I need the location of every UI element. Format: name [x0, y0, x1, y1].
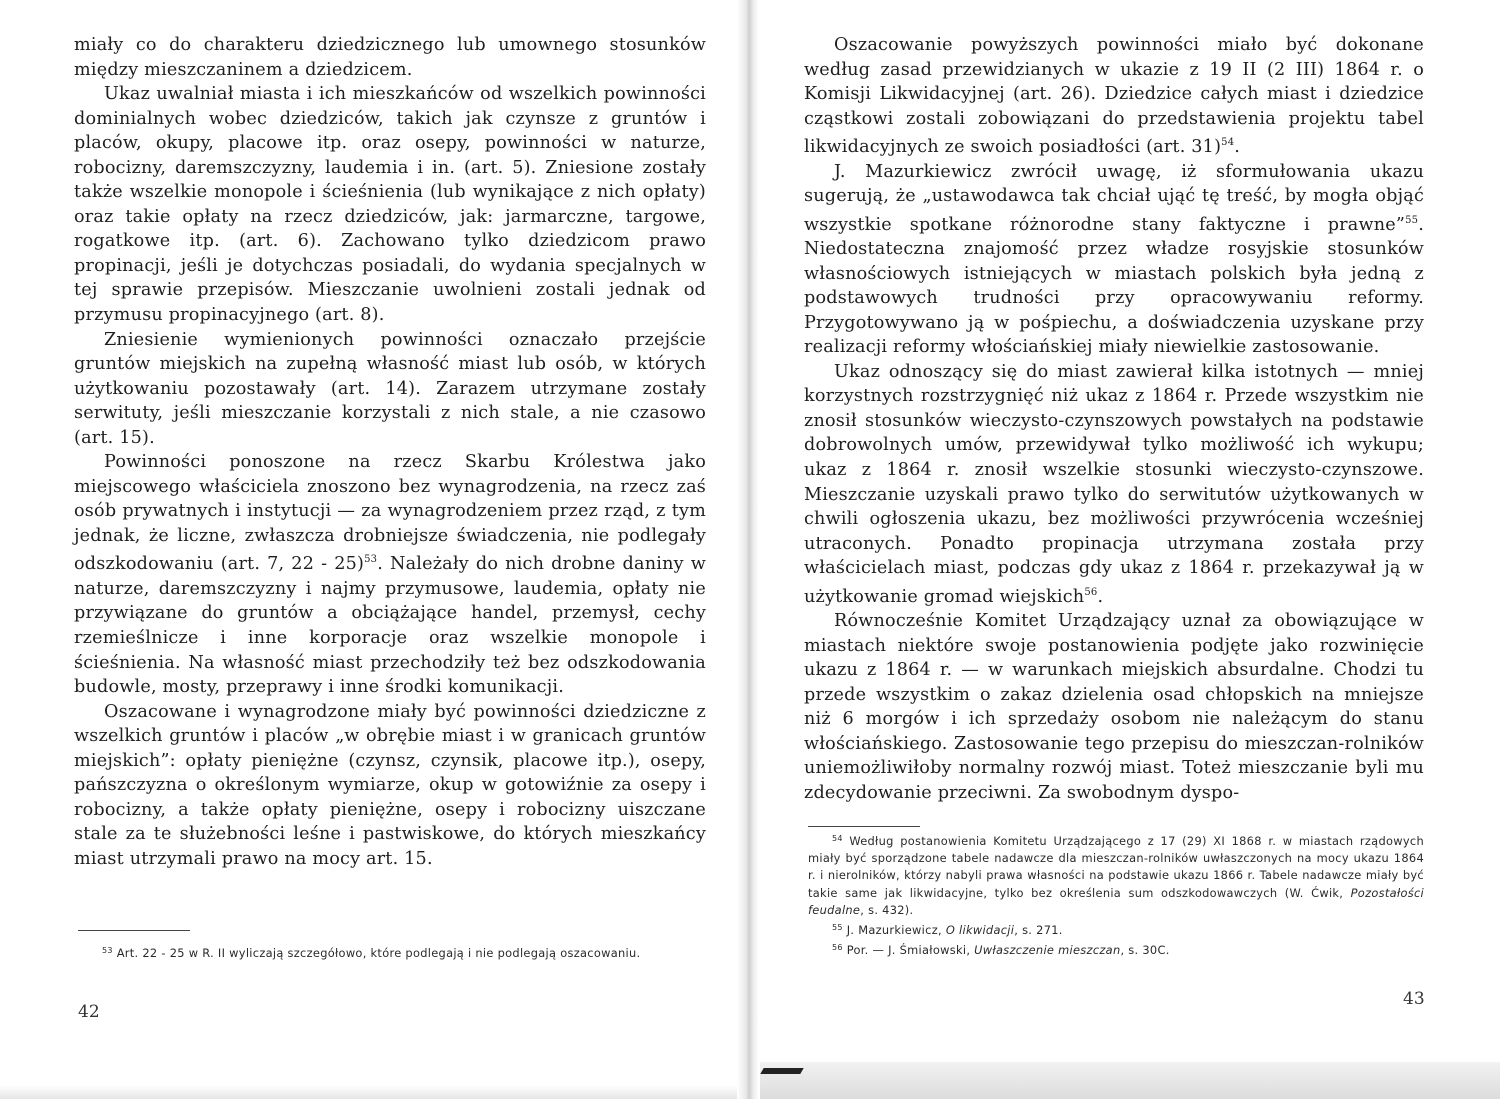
paragraph [804, 360, 1424, 609]
paragraph-text: . Należały do nich drobne daniny w naturze, daremszczyzny i najmy przymusowe, laudemia, opłaty nie przywiązane do gruntów a obciążające handel, przemysł, cechy rzemieślnicze i inne korporacje oraz wszelkie monopole i ścieśnienia. Na własność miast przechodziły też bez odszkodowania budowle, mosty, przeprawy i inne środki komunikacji. [74, 554, 706, 698]
footnote-text: Art. 22 - 25 w R. II wyliczają szczegółowo, które podlegają i nie podlegają oszacowaniu. [116, 946, 641, 960]
paragraph-text: Oszacowanie powyższych powinności miało być dokonane według zasad przewidzianych w ukazie z 19 II (2 III) 1864 r. o Komisji Likwidacyjnej (art. 26). Dziedzice całych miast i dziedzice cząstkowi zostali zobowiązani do przedstawienia projektu tabel likwidacyjnych ze swoich posiadłości (art. 31) [804, 35, 1424, 158]
footnote-text: , s. 432). [860, 902, 914, 917]
footnote-mark: 56 [832, 943, 843, 953]
paragraph-text: Ukaz odnoszący się do miast zawierał kilka istotnych — mniej korzystnych rozstrzygnięć niż ukaz z 1864 r. Przede wszystkim nie znosił stosunków wieczysto-czynszowych powstałych na podstawie dobrowolnych umów, przewidywał tylko możliwość ich wykupu; ukaz z 1864 r. znosił wszelkie stosunki wieczysto-czynszowe. Mieszczanie uzyskali prawo tylko do serwitutów użytkowanych w chwili ogłoszenia ukazu, bez możliwości przywrócenia wcześniej utraconych. Ponadto propinacja utrzymana została przy właścicielach miast, podczas gdy ukaz z 1864 r. przekazywał ją w użytkowanie gromad wiejskich [804, 361, 1424, 607]
footnote-mark: 54 [832, 834, 843, 843]
paragraph [74, 33, 706, 82]
paragraph [74, 328, 706, 451]
paragraph-text: . [1097, 586, 1104, 607]
paragraph [804, 33, 1424, 160]
paragraph-text: Równocześnie Komitet Urządzający uznał za obowiązujące w miastach niektóre swoje postanowienia podjęte jako rozwinięcie ukazu z 1864 r. — w warunkach miejskich absurdalne. Chodzi tu przede wszystkim o zakaz dzielenia osad chłopskich na mniejsze niż 6 morgów i ich sprzedaży osobom nie należącym do stanu włościańskiego. Zastosowanie tego przepisu do mieszczan-rolników uniemożliwiłoby normalny rozwój miast. Toteż mieszczanie byli mu zdecydowanie przeciwni. Za swobodnym dyspo- [804, 611, 1424, 803]
footnote-text: Według postanowienia Komitetu Urządzającego z 17 (29) XI 1868 r. w miastach rządowych miały być sporządzone tabele nadawcze dla mieszczan-rolników uwłaszczonych na mocy ukazu 1864 r. i nierolników, którzy nabyli prawa własności na podstawie ukazu 1866 r. Tabele nadawcze miały być takie same jak likwidacyjne, tylko bez określenia sum odszkodowawczych (W. Ćwik, [808, 834, 1424, 900]
footnote-mark: 55 [832, 923, 843, 933]
right-footnotes [808, 830, 1424, 959]
left-footnotes [78, 942, 706, 962]
footnote [78, 942, 706, 962]
left-page-body [74, 33, 706, 871]
paragraph-text: miały co do charakteru dziedzicznego lub umownego stosunków między mieszczaninem a dziedzicem. [74, 35, 706, 80]
paragraph-text: Oszacowane i wynagrodzone miały być powinności dziedziczne z wszelkich gruntów i placów „w obrębie miast i w granicach gruntów miejskich”: opłaty pieniężne (czynsz, czynsik, placowe itp.), osepy, pańszczyzna o określonym wymiarze, okup w gotowiźnie za osepy i robocizny, a także opłaty pieniężne, osepy i robocizny uiszczane stale za te służebności leśne i pastwiskowe, do których mieszkańcy miast utrzymali prawo na mocy art. 15. [74, 701, 706, 869]
footnote-text: J. Mazurkiewicz, [846, 923, 946, 938]
footnote-ref[interactable]: 55 [1405, 214, 1419, 226]
paragraph-text: . Niedostateczna znajomość przez władze rosyjskie stosunków własnościowych istniejących w miastach polskich była jedną z podstawowych trudności przy opracowywaniu reformy. Przygotowywano ją w pośpiechu, a doświadczenia uzyskane przy realizacji reformy włościańskiej miały niewielkie zastosowanie. [804, 214, 1424, 358]
footnote-title: Uwłaszczenie mieszczan [974, 943, 1121, 958]
footnote [808, 919, 1424, 939]
paragraph-text: Ukaz uwalniał miasta i ich mieszkańców od wszelkich powinności dominialnych wobec dziedziców, takich jak czynsze z gruntów i placów, okupy, placowe itp. oraz osepy, powinności w naturze, robocizny, daremszczyzny, laudemia i in. (art. 5). Zniesione zostały także wszelkie monopole i ścieśnienia (lub wynikające z nich opłaty) oraz takie opłaty na rzecz dziedziców, jak: jarmarczne, targowe, rogatkowe itp. (art. 6). Zachowano tylko dziedzicom prawo propinacji, jeśli je dotychczas posiadali, do wydania specjalnych w tej sprawie przepisów. Mieszczanie uwolnieni zostali jednak od przymusu propinacyjnego (art. 8). [74, 84, 706, 326]
footnote-title: O likwidacji [945, 923, 1015, 938]
footnote-ref[interactable]: 54 [1221, 137, 1235, 149]
paragraph-text: J. Mazurkiewicz zwrócił uwagę, iż sformułowania ukazu sugerują, że „ustawodawca tak chciał ująć tę treść, by mogła objąć wszystkie spotkane różnorodne stany faktyczne i prawne” [804, 161, 1424, 235]
footnote [808, 939, 1424, 959]
footnote-title: Pozostałości feudalne [808, 885, 1424, 917]
footnote-text: , s. 30C. [1120, 943, 1170, 958]
paragraph-text: . [1234, 137, 1241, 158]
footnote [808, 830, 1424, 919]
footnote-ref[interactable]: 53 [364, 554, 378, 566]
paragraph [804, 609, 1424, 805]
paragraph-text: Powinności ponoszone na rzecz Skarbu Królestwa jako miejscowego właściciela znoszono bez wynagrodzenia, na rzecz zaś osób prywatnych i instytucji — za wynagrodzeniem przez rząd, z tym jednak, że liczne, zwłaszcza drobniejsze świadczenia, nie podlegały odszkodowaniu (art. 7, 22 - 25) [74, 452, 706, 575]
right-page-body [804, 33, 1424, 806]
footnote-separator [808, 826, 920, 827]
footnote-ref[interactable]: 56 [1084, 586, 1098, 598]
paragraph [74, 700, 706, 872]
paragraph [804, 160, 1424, 360]
footnote-text: Por. — J. Śmiałowski, [846, 943, 975, 958]
page-number: 43 [1403, 989, 1425, 1009]
footnote-mark: 53 [102, 946, 113, 955]
paragraph-text: Zniesienie wymienionych powinności oznaczało przejście gruntów miejskich na zupełną własność miast lub osób, w których użytkowaniu pozostawały (art. 14). Zarazem utrzymane zostały serwituty, jeśli mieszczanie korzystali z nich stale, a nie czasowo (art. 15). [74, 329, 706, 448]
page-number: 42 [78, 1002, 100, 1022]
footnote-separator [78, 930, 190, 931]
paragraph [74, 82, 706, 327]
footnote-text: , s. 271. [1014, 923, 1063, 938]
paragraph [74, 450, 706, 699]
